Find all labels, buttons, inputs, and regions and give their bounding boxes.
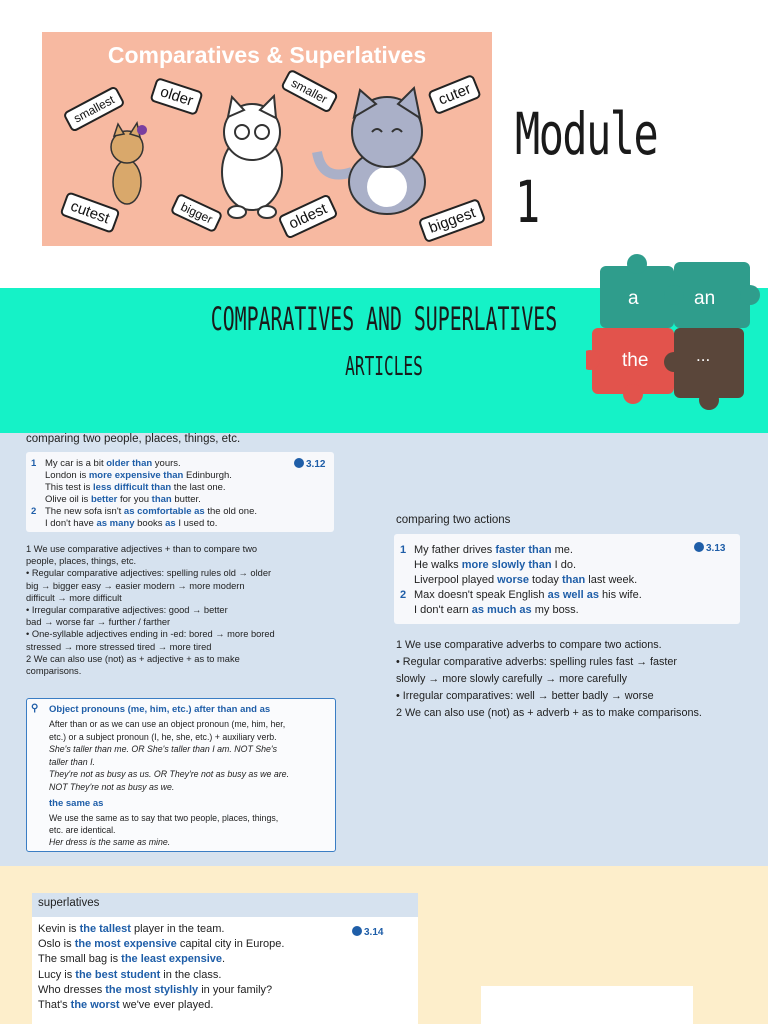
example-line: 2 Max doesn't speak English as well as his wife. bbox=[400, 589, 642, 601]
speaker-icon bbox=[294, 458, 304, 468]
section1-examples-panel bbox=[26, 452, 334, 532]
section3-examples bbox=[38, 922, 284, 1013]
section1-heading: comparing two people, places, things, etc. bbox=[26, 433, 241, 445]
text-line: slowly → more slowly carefully → more carefully bbox=[396, 673, 627, 685]
note-lines bbox=[49, 718, 289, 793]
puzzle-piece-the: the bbox=[622, 350, 649, 371]
grey-cat-icon bbox=[317, 88, 425, 214]
section1-rules bbox=[26, 543, 275, 677]
text-line: big → bigger easy → easier modern → more modern bbox=[26, 580, 245, 591]
tag-oldest: oldest bbox=[277, 193, 338, 239]
module-title: Module 1 bbox=[515, 100, 658, 236]
text-line: bad → worse far → further / farther bbox=[26, 617, 171, 628]
section2-examples bbox=[400, 543, 642, 618]
tag-biggest: biggest bbox=[418, 198, 487, 244]
text-line: people, places, things, etc. bbox=[26, 556, 137, 567]
tag-older: older bbox=[149, 77, 204, 116]
text-line: After than or as we can use an object pronoun (me, him, her, bbox=[49, 719, 286, 729]
text-line: 2 We can also use (not) as + adverb + as to make comparisons. bbox=[396, 707, 702, 719]
text-line: Her dress is the same as mine. bbox=[49, 837, 171, 847]
text-line: 1 We use comparative adjectives + than to compare two bbox=[26, 544, 258, 554]
tag-cutest: cutest bbox=[59, 191, 120, 234]
audio-3-14[interactable]: 3.14 bbox=[352, 926, 383, 938]
text-line: • Irregular comparatives: well → better badly → worse bbox=[396, 690, 654, 702]
text-line: • One-syllable adjectives ending in -ed: bored → more bored bbox=[26, 629, 275, 640]
search-icon: ⚲ bbox=[31, 703, 39, 714]
text-line: taller than I. bbox=[49, 756, 95, 767]
same-as-title: the same as bbox=[49, 798, 104, 809]
puzzle-piece-an: an bbox=[694, 288, 716, 309]
example-line: I don't have as many books as I used to. bbox=[45, 518, 218, 529]
speaker-icon bbox=[352, 926, 362, 936]
tag-bigger: bigger bbox=[170, 193, 224, 234]
text-line: etc.) or a subject pronoun (I, he, she, etc.) + auxiliary verb. bbox=[49, 731, 277, 742]
white-cat-icon bbox=[222, 96, 282, 218]
text-line: We use the same as to say that two people, places, things, bbox=[49, 813, 279, 823]
example-line: Kevin is the tallest player in the team. bbox=[38, 923, 225, 935]
section3-heading: superlatives bbox=[38, 897, 100, 909]
note-title: Object pronouns (me, him, etc.) after than and as bbox=[49, 704, 271, 715]
audio-3-13[interactable]: 3.13 bbox=[694, 542, 725, 554]
text-line: difficult → more difficult bbox=[26, 592, 122, 603]
text-line: She's taller than me. OR She's taller than I am. NOT She's bbox=[49, 744, 277, 754]
text-line: 2 We can also use (not) as + adjective + as to make bbox=[26, 653, 240, 664]
topic-title-2: ARTICLES bbox=[345, 352, 423, 382]
puzzle-piece-a: a bbox=[628, 288, 639, 309]
tag-smaller: smaller bbox=[280, 68, 339, 113]
text-line: etc. are identical. bbox=[49, 825, 116, 835]
text-line: • Regular comparative adjectives: spelling rules old → older bbox=[26, 568, 272, 579]
banner-image bbox=[42, 32, 492, 246]
section1-examples bbox=[31, 458, 257, 530]
tag-smallest: smallest bbox=[62, 85, 125, 133]
text-line: 1 We use comparative adverbs to compare two actions. bbox=[396, 639, 662, 651]
text-line: • Irregular comparative adjectives: good → better bbox=[26, 605, 228, 616]
example-line: Oslo is the most expensive capital city in Europe. bbox=[38, 938, 285, 951]
example-line: Liverpool played worse today than last week. bbox=[414, 574, 638, 586]
text-line: stressed → more stressed tired → more tired bbox=[26, 641, 212, 652]
blank-card bbox=[481, 986, 693, 1024]
banner-title: Comparatives & Superlatives bbox=[107, 42, 427, 68]
text-line: • Regular comparative adverbs: spelling rules fast → faster bbox=[396, 656, 678, 668]
section2-examples-panel bbox=[394, 534, 740, 624]
example-line: I don't earn as much as my boss. bbox=[414, 604, 579, 616]
example-line: The small bag is the least expensive. bbox=[38, 953, 226, 966]
audio-3-12[interactable]: 3.12 bbox=[294, 458, 325, 470]
example-line: 2 The new sofa isn't as comfortable as the old one. bbox=[31, 506, 258, 517]
example-line: Olive oil is better for you than butter. bbox=[45, 494, 201, 505]
small-cat-icon bbox=[111, 123, 147, 204]
text-line: They're not as busy as us. OR They're not as busy as we are. bbox=[49, 769, 290, 779]
pronoun-note bbox=[26, 698, 336, 852]
example-line: That's the worst we've ever played. bbox=[38, 999, 214, 1012]
example-line: Lucy is the best student in the class. bbox=[38, 968, 222, 981]
section2-heading: comparing two actions bbox=[396, 514, 511, 526]
section2-rules bbox=[396, 637, 702, 722]
example-line: This test is less difficult than the last one. bbox=[45, 482, 226, 493]
tag-cuter: cuter bbox=[427, 74, 482, 116]
speaker-icon bbox=[694, 542, 704, 552]
example-line: 1 My car is a bit older than yours. bbox=[31, 458, 181, 469]
puzzle-piece-ellipsis: ... bbox=[696, 346, 711, 365]
example-line: London is more expensive than Edinburgh. bbox=[45, 470, 232, 481]
example-line: 1 My father drives faster than me. bbox=[400, 544, 573, 556]
example-line: Who dresses the most stylishly in your family? bbox=[38, 983, 273, 996]
text-line: NOT They're not as busy as we. bbox=[49, 781, 175, 792]
example-line: He walks more slowly than I do. bbox=[414, 559, 577, 571]
puzzle-icon bbox=[586, 250, 762, 416]
same-as-lines bbox=[49, 812, 278, 848]
text-line: comparisons. bbox=[26, 666, 82, 677]
topic-title-1: COMPARATIVES AND SUPERLATIVES bbox=[210, 300, 558, 338]
